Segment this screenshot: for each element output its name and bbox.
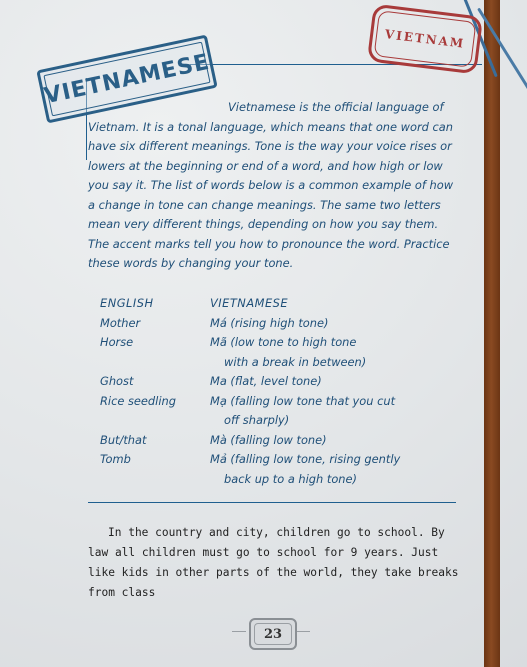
vocab-vietnamese: Mả (falling low tone, rising gently [210, 452, 401, 466]
vocab-english: Rice seedling [100, 393, 176, 408]
vocab-row [100, 372, 460, 392]
vocab-vietnamese-cont: back up to a high tone) [224, 471, 357, 486]
vocab-english: But/that [100, 432, 147, 447]
vocab-vietnamese-cont: with a break in between) [224, 354, 367, 369]
vocab-row [100, 450, 460, 489]
bookmark-strap [484, 0, 500, 667]
page-number-badge [249, 618, 297, 650]
page-number-flank [232, 631, 246, 632]
vocab-vietnamese-cont: off sharply) [224, 413, 290, 427]
page-title: VIETNAMESE [42, 49, 213, 109]
vocab-row [100, 431, 460, 451]
vocab-vietnamese: Mã (low tone to high tone [210, 335, 357, 349]
section-divider [88, 502, 456, 503]
vocab-row [100, 392, 460, 431]
school-paragraph: In the country and city, children go to school. By law all children must go to school for 9 years. Just like kids in other parts of the world, they take breaks from class [88, 526, 459, 599]
vocab-vietnamese: Mà (falling low tone) [210, 432, 327, 447]
vocab-vietnamese: Ma (flat, level tone) [210, 374, 322, 388]
vocab-english: Mother [100, 315, 141, 330]
vocab-vietnamese: Mạ (falling low tone that you cut [210, 393, 396, 408]
header-english: ENGLISH [100, 296, 154, 310]
vocab-header-row [100, 294, 460, 314]
vocab-row [100, 333, 460, 372]
header-vietnamese: VIETNAMESE [210, 296, 289, 310]
vocab-table [100, 294, 460, 489]
vocab-english: Ghost [100, 374, 134, 388]
vocab-english: Tomb [100, 452, 131, 466]
page-number-flank [296, 631, 310, 632]
vocab-row [100, 314, 460, 334]
vocab-vietnamese: Má (rising high tone) [210, 315, 329, 330]
page-number: 23 [263, 626, 283, 642]
vocab-english: Horse [100, 335, 134, 349]
country-stamp-text: VIETNAM [384, 27, 466, 51]
intro-paragraph: Vietnamese is the official language of Vietnam. It is a tonal language, which means that one word can have six different meanings. Tone is the way your voice rises or lowers at the beginning or end of a word, and how high or low you say it. The list of words below is a common example of how a change in tone can change meanings. The same two letters mean very different things, depending on how you say them. The accent marks tell you how to pronounce the word. Practice these words by changing your tone. [88, 100, 454, 270]
